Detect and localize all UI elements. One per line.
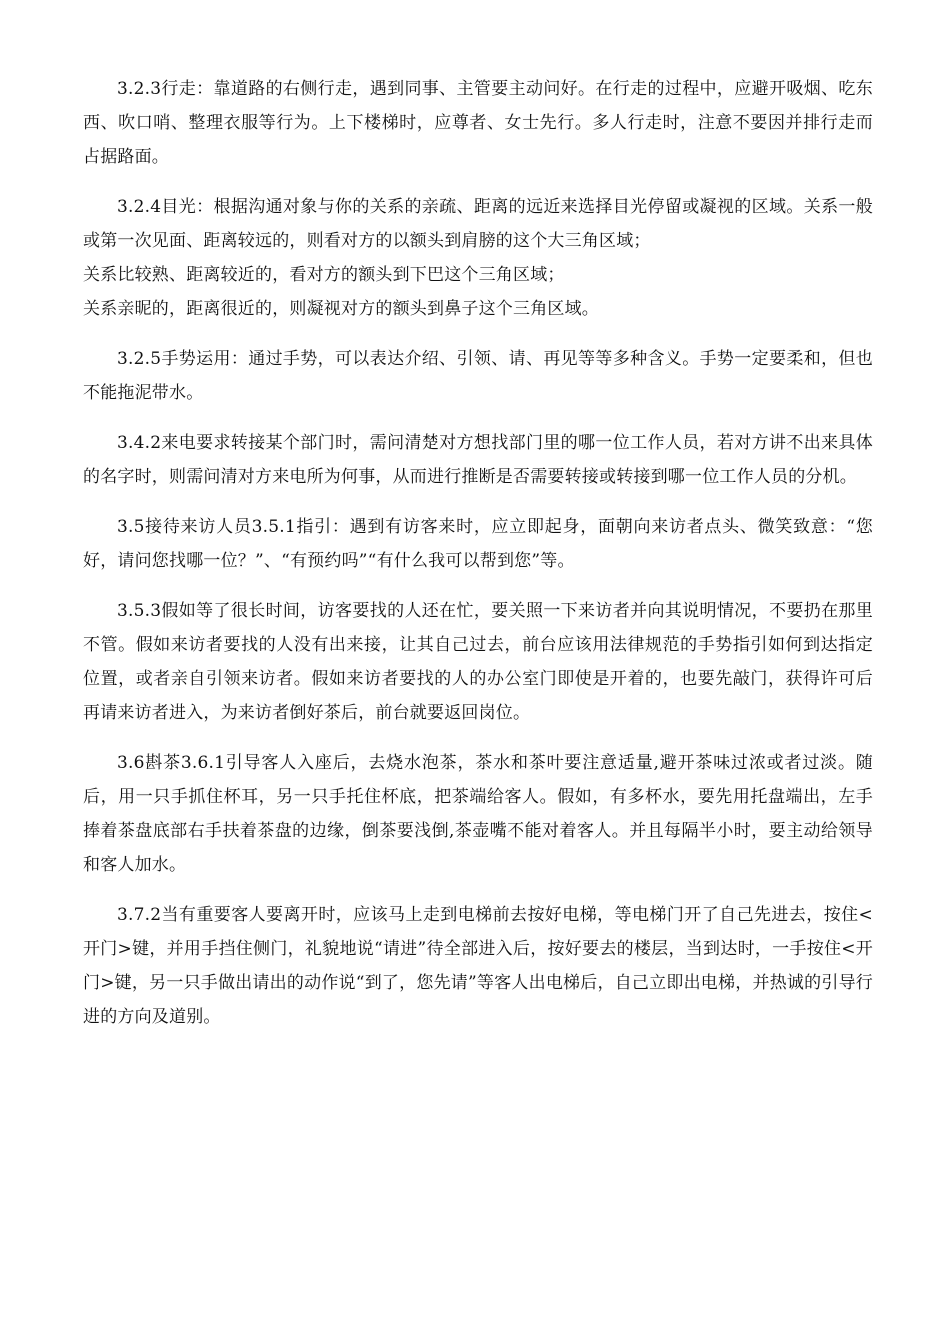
paragraph-eye-contact-line-2: 关系比较熟、距离较近的，看对方的额头到下巴这个三角区域； (83, 265, 565, 285)
paragraph-serving-tea: 3.6斟茶3.6.1引导客人入座后，去烧水泡茶，茶水和茶叶要注意适量,避开茶味过浓或者过淡。随后，用一只手抓住杯耳，另一只手托住杯底，把茶端给客人。假如，有多杯水，要先用托盘端出，左手捧着茶盘底部右手扶着茶盘的边缘，倒茶要浅倒,茶壶嘴不能对着客人。并且每隔半小时，要主动给领导和客人加水。 (83, 753, 873, 875)
paragraph-elevator-etiquette: 3.7.2当有重要客人要离开时，应该马上走到电梯前去按好电梯，等电梯门开了自己先进去，按住<开门>键，并用手挡住侧门，礼貌地说“请进”待全部进入后，按好要去的楼层，当到达时，一手按住<开门>键，另一只手做出请出的动作说“到了，您先请”等客人出电梯后，自己立即出电梯，并热诚的引导行进的方向及道别。 (83, 905, 873, 1027)
paragraph-eye-contact-line-3: 关系亲昵的，距离很近的，则凝视对方的额头到鼻子这个三角区域。 (83, 299, 599, 319)
paragraph-walking: 3.2.3行走：靠道路的右侧行走，遇到同事、主管要主动问好。在行走的过程中，应避开吸烟、吃东西、吹口哨、整理衣服等行为。上下楼梯时，应尊者、女士先行。多人行走时，注意不要因并排行走而占据路面。 (83, 79, 873, 167)
paragraph-eye-contact: 3.2.4目光：根据沟通对象与你的关系的亲疏、距离的远近来选择目光停留或凝视的区域。关系一般或第一次见面、距离较远的，则看对方的以额头到肩膀的这个大三角区域； (83, 197, 873, 251)
paragraph-gestures: 3.2.5手势运用：通过手势，可以表达介绍、引领、请、再见等等多种含义。手势一定要柔和，但也不能拖泥带水。 (83, 349, 873, 403)
paragraph-waiting-visitors: 3.5.3假如等了很长时间，访客要找的人还在忙，要关照一下来访者并向其说明情况，不要扔在那里不管。假如来访者要找的人没有出来接，让其自己过去，前台应该用法律规范的手势指引如何到达指定位置，或者亲自引领来访者。假如来访者要找的人的办公室门即使是开着的，也要先敲门，获得许可后再请来访者进入，为来访者倒好茶后，前台就要返回岗位。 (83, 601, 873, 723)
paragraph-call-transfer: 3.4.2来电要求转接某个部门时，需问清楚对方想找部门里的哪一位工作人员，若对方讲不出来具体的名字时，则需问清对方来电所为何事，从而进行推断是否需要转接或转接到哪一位工作人员的分机。 (83, 433, 873, 487)
paragraph-receiving-visitors: 3.5接待来访人员3.5.1指引：遇到有访客来时，应立即起身，面朝向来访者点头、微笑致意：“您好，请问您找哪一位？”、“有预约吗”“有什么我可以帮到您”等。 (83, 517, 873, 571)
document-page (83, 72, 873, 1050)
